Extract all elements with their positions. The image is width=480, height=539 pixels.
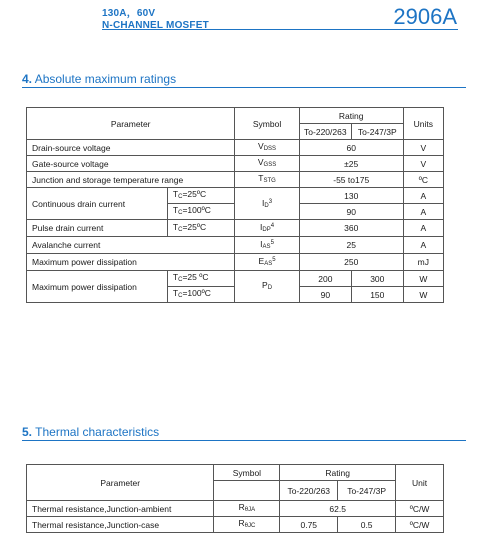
cond-main: T — [172, 221, 179, 232]
header-parameter: Parameter — [27, 108, 235, 140]
symbol-cell — [235, 220, 299, 237]
absolute-ratings-table — [26, 107, 444, 303]
table-row — [27, 156, 444, 172]
symbol-cell — [235, 254, 299, 271]
symbol-sup: 4 — [270, 223, 275, 229]
value-cell: 60 — [299, 140, 403, 156]
value-cell: 0.75 — [280, 517, 338, 533]
symbol-sup: 5 — [272, 257, 276, 263]
symbol-sub: AS — [262, 244, 271, 250]
section5-number: 5. — [22, 425, 33, 439]
unit-cell: A — [403, 188, 443, 204]
unit-cell: ºC/W — [396, 517, 444, 533]
cond-main: T — [172, 189, 179, 199]
cond-rest: =25ºC — [182, 189, 207, 199]
value-cell: 90 — [299, 287, 351, 303]
table-row — [27, 517, 444, 533]
symbol-main: I — [260, 222, 263, 232]
unit-cell: V — [403, 156, 443, 172]
thermal-table — [26, 464, 444, 533]
cond-sub: C — [178, 277, 183, 283]
section5-title: Thermal characteristics — [35, 425, 160, 439]
value-cell: -55 to175 — [299, 172, 403, 188]
symbol-main: I — [260, 239, 263, 249]
header-pkg1: To-220/263 — [299, 124, 351, 140]
cond-rest: =25 ºC — [182, 272, 209, 282]
param-cell: Avalanche current — [27, 237, 235, 254]
symbol-sub: θJC — [244, 523, 256, 529]
param-cell: Thermal resistance,Junction-ambient — [27, 501, 214, 517]
header-units: Units — [403, 108, 443, 140]
symbol-sub: DSS — [263, 146, 277, 152]
header-parameter: Parameter — [27, 465, 214, 501]
unit-cell: V — [403, 140, 443, 156]
condition-cell — [167, 188, 234, 204]
table-row — [27, 237, 444, 254]
header-spec-line — [102, 4, 209, 31]
condition-cell — [167, 287, 234, 303]
value-cell: 300 — [351, 271, 403, 287]
symbol-cell — [214, 517, 280, 533]
cond-main: T — [172, 205, 179, 215]
unit-cell: A — [403, 220, 443, 237]
header-pkg2: To-247/3P — [338, 481, 396, 501]
unit-cell: ºC/W — [396, 501, 444, 517]
table-row — [27, 188, 444, 204]
table-row — [27, 172, 444, 188]
param-cell: Thermal resistance,Junction-case — [27, 517, 214, 533]
header-unit: Unit — [396, 465, 444, 501]
header-divider — [102, 29, 458, 30]
table-row — [27, 271, 444, 287]
symbol-cell — [235, 156, 299, 172]
cond-main: T — [172, 272, 179, 282]
param-cell: Continuous drain current — [27, 188, 168, 220]
symbol-sub: D — [264, 202, 269, 209]
header-pkg1: To-220/263 — [280, 481, 338, 501]
symbol-cell — [235, 140, 299, 156]
symbol-cell — [235, 188, 299, 220]
symbol-sup: 5 — [270, 240, 274, 246]
value-cell: 62.5 — [280, 501, 396, 517]
header-rating: Rating — [299, 108, 403, 124]
symbol-sub: D — [267, 285, 273, 291]
symbol-main: R — [238, 518, 245, 528]
table-header-row — [27, 108, 444, 124]
symbol-cell — [235, 271, 299, 303]
table-row — [27, 501, 444, 517]
header-symbol: Symbol — [214, 465, 280, 481]
param-cell: Drain-source voltage — [27, 140, 235, 156]
cond-sub: C — [178, 293, 183, 299]
param-cell: Junction and storage temperature range — [27, 172, 235, 188]
symbol-sub: AS — [264, 261, 273, 267]
table-row — [27, 220, 444, 237]
symbol-sup: 3 — [268, 198, 273, 205]
section4-number: 4. — [22, 72, 33, 86]
condition-cell — [167, 220, 234, 237]
symbol-main: I — [262, 197, 265, 208]
unit-cell: ºC — [403, 172, 443, 188]
cond-main: T — [172, 288, 179, 298]
symbol-cell — [235, 237, 299, 254]
header-symbol: Symbol — [235, 108, 299, 140]
condition-cell — [167, 271, 234, 287]
symbol-sub: STG — [263, 178, 276, 184]
value-cell: 360 — [299, 220, 403, 237]
param-cell: Pulse drain current — [27, 220, 168, 237]
cond-rest: =100ºC — [182, 205, 211, 215]
value-cell: 150 — [351, 287, 403, 303]
symbol-main: R — [238, 502, 245, 512]
spec-line: 130A，60V — [102, 8, 156, 19]
unit-cell: A — [403, 237, 443, 254]
symbol-cell — [235, 172, 299, 188]
value-cell: 25 — [299, 237, 403, 254]
symbol-cell — [214, 501, 280, 517]
section4-title: Absolute maximum ratings — [34, 72, 177, 86]
value-cell: 200 — [299, 271, 351, 287]
unit-cell: W — [403, 271, 443, 287]
symbol-main: E — [258, 256, 265, 266]
cond-sub: C — [178, 194, 183, 200]
header-pkg2: To-247/3P — [351, 124, 403, 140]
table-header-row — [27, 465, 444, 481]
symbol-main: V — [258, 141, 264, 151]
param-cell: Maximum power dissipation — [27, 271, 168, 303]
symbol-main: V — [257, 157, 264, 167]
section4-heading — [22, 72, 466, 88]
table-row — [27, 140, 444, 156]
section5-heading — [22, 425, 466, 441]
symbol-sub: θJA — [244, 507, 256, 513]
cond-rest: =25ºC — [182, 221, 207, 232]
header-rating: Rating — [280, 465, 396, 481]
value-cell: 0.5 — [338, 517, 396, 533]
symbol-sub: GSS — [263, 162, 277, 168]
value-cell: 130 — [299, 188, 403, 204]
part-number: 2906A — [393, 4, 457, 29]
value-cell: 90 — [299, 204, 403, 220]
unit-cell: A — [403, 204, 443, 220]
type-line: N-CHANNEL MOSFET — [102, 20, 209, 31]
table-row — [27, 254, 444, 271]
unit-cell: mJ — [403, 254, 443, 271]
param-cell: Gate-source voltage — [27, 156, 235, 172]
cond-sub: C — [178, 210, 183, 216]
cond-sub: C — [178, 226, 183, 233]
value-cell: 250 — [299, 254, 403, 271]
value-cell: ±25 — [299, 156, 403, 172]
symbol-main: T — [258, 173, 264, 183]
cond-rest: =100ºC — [182, 288, 211, 298]
symbol-main: P — [262, 280, 268, 290]
condition-cell — [167, 204, 234, 220]
header-symbol-blank — [214, 481, 280, 501]
unit-cell: W — [403, 287, 443, 303]
param-cell: Maximum power dissipation — [27, 254, 235, 271]
symbol-sub: DP — [262, 227, 271, 233]
